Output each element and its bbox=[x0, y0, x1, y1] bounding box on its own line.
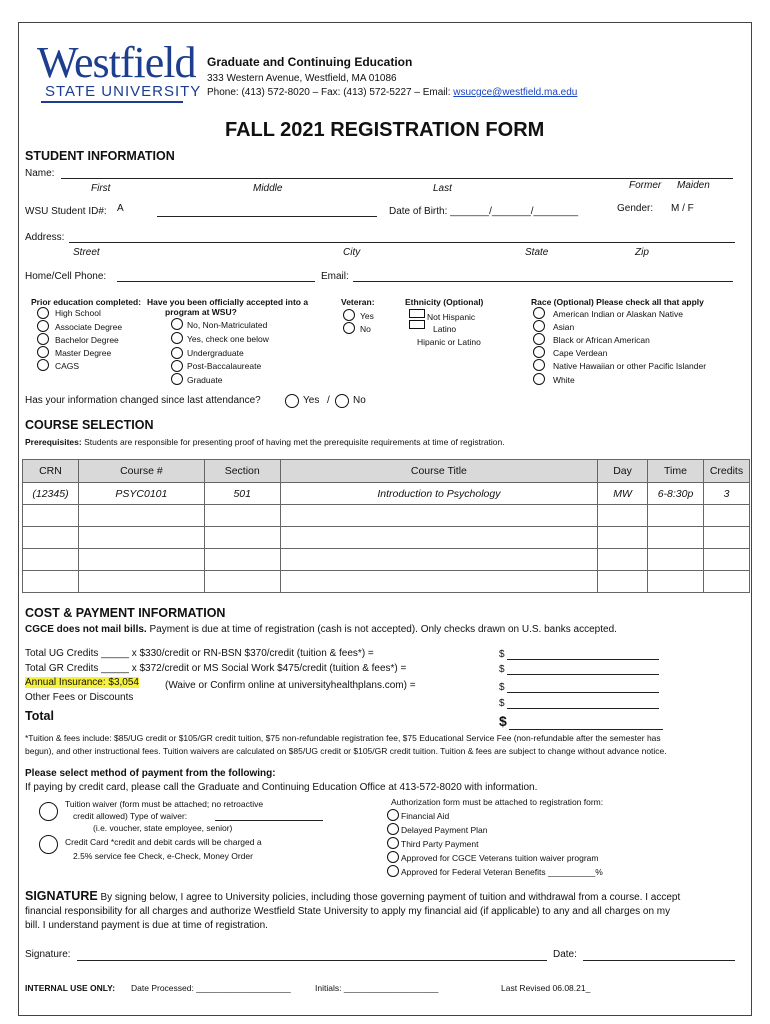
address-line: 333 Western Avenue, Westfield, MA 01086 bbox=[207, 73, 397, 84]
gr-dollar-sign: $ bbox=[499, 664, 505, 675]
tuition-waiver-radio[interactable] bbox=[39, 802, 58, 821]
race-asian-radio[interactable] bbox=[533, 320, 545, 332]
ethnicity-heading: Ethnicity (Optional) bbox=[405, 297, 484, 307]
hispanic-or-text: Hipanic or bbox=[417, 337, 456, 347]
course-table-header bbox=[23, 460, 750, 483]
latino-label: Latino bbox=[433, 324, 457, 334]
veteran-no-radio[interactable] bbox=[343, 322, 355, 334]
cost-heading: COST & PAYMENT INFORMATION bbox=[25, 606, 226, 620]
info-changed-no-label: No bbox=[353, 395, 366, 406]
veteran-benefits-label[interactable]: Approved for Federal Veteran Benefits __________% bbox=[401, 867, 603, 877]
prerequisites-note bbox=[25, 437, 505, 447]
race-white-label: White bbox=[553, 375, 575, 385]
total-amount-field[interactable] bbox=[509, 729, 663, 730]
race-native-american-radio[interactable] bbox=[533, 307, 545, 319]
wsu-id-prefix: A bbox=[117, 203, 124, 214]
middle-name-caption: Middle bbox=[253, 183, 283, 194]
date-label: Date: bbox=[553, 949, 577, 960]
prior-education-heading: Prior education completed: bbox=[31, 297, 142, 307]
credit-card-radio[interactable] bbox=[39, 835, 58, 854]
info-changed-yes-radio[interactable] bbox=[285, 394, 299, 408]
westfield-logo: Westfield bbox=[37, 38, 196, 87]
insurance-waive-note: (Waive or Confirm online at universityhealthplans.com) = bbox=[165, 680, 416, 691]
hispanic-or-latino-label bbox=[417, 337, 481, 347]
name-field[interactable] bbox=[61, 178, 733, 179]
info-changed-question: Has your information changed since last attendance? bbox=[25, 395, 261, 406]
other-fees-label: Other Fees or Discounts bbox=[25, 692, 134, 703]
form-title: FALL 2021 REGISTRATION FORM bbox=[225, 119, 545, 141]
high-school-radio[interactable] bbox=[37, 307, 49, 319]
address-field[interactable] bbox=[69, 242, 735, 243]
logo-subtitle: STATE UNIVERSITY bbox=[45, 83, 202, 100]
race-heading: Race (Optional) Please check all that apply bbox=[531, 297, 704, 307]
table-row[interactable] bbox=[23, 549, 750, 571]
example-crn: (12345) bbox=[23, 483, 79, 505]
example-section: 501 bbox=[204, 483, 280, 505]
accepted-heading-1: Have you been officially accepted into a bbox=[147, 297, 309, 307]
no-bills-notice: CGCE does not mail bills. bbox=[25, 624, 147, 635]
latino-checkbox[interactable] bbox=[409, 320, 425, 329]
address-label: Address: bbox=[25, 232, 65, 243]
student-info-heading: STUDENT INFORMATION bbox=[25, 149, 175, 163]
col-day: Day bbox=[598, 460, 648, 483]
col-time: Time bbox=[648, 460, 704, 483]
street-caption: Street bbox=[73, 247, 100, 258]
gr-credits-line[interactable]: Total GR Credits _____ x $372/credit or MS Social Work $475/credit (tuition & fees*) = bbox=[25, 663, 407, 674]
authorization-note: Authorization form must be attached to registration form: bbox=[391, 797, 604, 807]
accepted-yes-label: Yes, check one below bbox=[187, 334, 269, 344]
cags-radio[interactable] bbox=[37, 359, 49, 371]
fee-footnote-2: begun), and other instructional fees. Tuition waivers are calculated on $85/UG credit or $105/GR credit tuition. Tuition & fees are subject to change without advance notice. bbox=[25, 746, 667, 756]
race-asian-label: Asian bbox=[553, 322, 575, 332]
phone-label: Home/Cell Phone: bbox=[25, 271, 107, 282]
contact-line bbox=[207, 87, 577, 98]
col-course-number: Course # bbox=[78, 460, 204, 483]
undergraduate-radio[interactable] bbox=[171, 347, 183, 359]
veteran-heading: Veteran: bbox=[341, 297, 375, 307]
maiden-caption: Maiden bbox=[677, 180, 710, 191]
post-baccalaureate-radio[interactable] bbox=[171, 360, 183, 372]
associate-degree-label: Associate Degree bbox=[55, 322, 123, 332]
race-cape-verdean-label: Cape Verdean bbox=[553, 348, 608, 358]
payment-method-heading: Please select method of payment from the following: bbox=[25, 768, 276, 779]
col-crn: CRN bbox=[23, 460, 79, 483]
zip-caption: Zip bbox=[635, 247, 649, 258]
signature-text-1: By signing below, I agree to University policies, including those governing payment of tuition and withdrawal from a course. I accept bbox=[97, 892, 681, 903]
credit-card-phone-note: If paying by credit card, please call the Graduate and Continuing Education Office at 413-572-8020 with information. bbox=[25, 782, 538, 793]
annual-insurance-label: Annual Insurance: $3,054 bbox=[25, 677, 139, 688]
master-degree-label: Master Degree bbox=[55, 348, 112, 358]
email-label: Email: bbox=[321, 271, 349, 282]
wsu-id-label: WSU Student ID#: bbox=[25, 206, 107, 217]
ug-credits-line[interactable]: Total UG Credits _____ x $330/credit or RN-BSN $370/credit (tuition & fees*) = bbox=[25, 648, 374, 659]
non-matriculated-radio[interactable] bbox=[171, 318, 183, 330]
course-selection-heading: COURSE SELECTION bbox=[25, 418, 154, 432]
race-black-label: Black or African American bbox=[553, 335, 650, 345]
first-name-caption: First bbox=[91, 183, 111, 194]
date-processed-field: Date Processed: ____________________ bbox=[131, 983, 291, 993]
email-field[interactable] bbox=[353, 281, 733, 282]
tuition-waiver-label-3: (i.e. voucher, state employee, senior) bbox=[93, 823, 233, 833]
signature-field[interactable] bbox=[77, 960, 547, 961]
ug-amount-field[interactable] bbox=[507, 659, 659, 660]
wsu-id-field[interactable] bbox=[157, 216, 377, 217]
veteran-no-label: No bbox=[360, 324, 371, 334]
info-changed-no-radio[interactable] bbox=[335, 394, 349, 408]
state-caption: State bbox=[525, 247, 549, 258]
example-credits: 3 bbox=[703, 483, 749, 505]
master-degree-radio[interactable] bbox=[37, 346, 49, 358]
credit-card-label-1: Credit Card *credit and debit cards will be charged a bbox=[65, 837, 262, 847]
last-name-caption: Last bbox=[433, 183, 452, 194]
last-revised: Last Revised 06.08.21_ bbox=[501, 983, 591, 993]
table-row[interactable] bbox=[23, 571, 750, 593]
associate-degree-radio[interactable] bbox=[37, 320, 49, 332]
total-dollar-sign: $ bbox=[499, 713, 507, 729]
delayed-payment-radio[interactable] bbox=[387, 823, 399, 835]
bachelor-degree-radio[interactable] bbox=[37, 333, 49, 345]
third-party-label: Third Party Payment bbox=[401, 839, 479, 849]
third-party-radio[interactable] bbox=[387, 837, 399, 849]
cags-label: CAGS bbox=[55, 361, 80, 371]
ug-dollar-sign: $ bbox=[499, 649, 505, 660]
race-pacific-islander-radio[interactable] bbox=[533, 359, 545, 371]
signature-date-field[interactable] bbox=[583, 960, 735, 961]
credit-card-label-2: 2.5% service fee Check, e-Check, Money Order bbox=[73, 851, 253, 861]
billing-note bbox=[25, 624, 617, 635]
example-course-title: Introduction to Psychology bbox=[280, 483, 597, 505]
insurance-amount-field[interactable] bbox=[507, 692, 659, 693]
course-table bbox=[22, 459, 750, 593]
former-caption: Former bbox=[629, 180, 662, 191]
prerequisites-label: Prerequisites: bbox=[25, 437, 82, 447]
insurance-dollar-sign: $ bbox=[499, 682, 505, 693]
financial-aid-label: Financial Aid bbox=[401, 811, 450, 821]
tuition-waiver-label-2: credit allowed) Type of waiver: bbox=[73, 811, 188, 821]
veterans-waiver-label: Approved for CGCE Veterans tuition waiver program bbox=[401, 853, 599, 863]
date-of-birth-field[interactable]: Date of Birth: _______/_______/________ bbox=[389, 206, 579, 217]
internal-use-label: INTERNAL USE ONLY: bbox=[25, 983, 116, 993]
table-row[interactable] bbox=[23, 505, 750, 527]
race-black-radio[interactable] bbox=[533, 333, 545, 345]
signature-label: Signature: bbox=[25, 949, 71, 960]
delayed-payment-label: Delayed Payment Plan bbox=[401, 825, 488, 835]
col-credits: Credits bbox=[703, 460, 749, 483]
non-matriculated-label: No, Non-Matriculated bbox=[187, 320, 268, 330]
race-white-radio[interactable] bbox=[533, 373, 545, 385]
table-row bbox=[23, 483, 750, 505]
city-caption: City bbox=[343, 247, 361, 258]
name-label: Name: bbox=[25, 168, 55, 179]
accepted-heading-2: program at WSU? bbox=[165, 307, 237, 317]
not-hispanic-checkbox[interactable] bbox=[409, 309, 425, 318]
race-pacific-islander-label: Native Hawaiian or other Pacific Islander bbox=[553, 361, 707, 371]
graduate-radio[interactable] bbox=[171, 373, 183, 385]
gender-label: Gender: bbox=[617, 203, 654, 214]
col-section: Section bbox=[204, 460, 280, 483]
latino-text: Latino bbox=[457, 337, 481, 347]
phone-field[interactable] bbox=[117, 281, 315, 282]
fee-footnote-1: *Tuition & fees include: $85/UG credit or $105/GR credit tuition, $75 non-refundable registration fee, $75 Educational Service Fee (non-refundable after the semester has bbox=[25, 733, 661, 743]
contact-phone-fax: Phone: (413) 572-8020 – Fax: (413) 572-5227 – Email: bbox=[207, 87, 454, 98]
veteran-yes-radio[interactable] bbox=[343, 309, 355, 321]
email-link[interactable]: wsucgce@westfield.ma.edu bbox=[453, 87, 578, 98]
post-baccalaureate-label: Post-Baccalaureate bbox=[187, 361, 262, 371]
bachelor-degree-label: Bachelor Degree bbox=[55, 335, 119, 345]
financial-aid-radio[interactable] bbox=[387, 809, 399, 821]
gr-amount-field[interactable] bbox=[507, 674, 659, 675]
other-amount-field[interactable] bbox=[507, 708, 659, 709]
registration-form bbox=[18, 22, 752, 1016]
veteran-yes-label: Yes bbox=[360, 311, 374, 321]
signature-heading: SIGNATURE bbox=[25, 889, 98, 903]
initials-field: Initials: ____________________ bbox=[315, 983, 439, 993]
race-native-american-label: American Indian or Alaskan Native bbox=[553, 309, 683, 319]
prerequisites-text: Students are responsible for presenting proof of having met the prerequisite requirements at time of registration. bbox=[81, 437, 505, 447]
graduate-label: Graduate bbox=[187, 375, 223, 385]
race-cape-verdean-radio[interactable] bbox=[533, 346, 545, 358]
example-time: 6-8:30p bbox=[648, 483, 704, 505]
example-course-number: PSYC0101 bbox=[78, 483, 204, 505]
example-day: MW bbox=[598, 483, 648, 505]
waiver-type-field[interactable] bbox=[215, 820, 323, 821]
billing-note-text: Payment is due at time of registration (cash is not accepted). Only checks drawn on U.S. banks accepted. bbox=[146, 624, 617, 635]
signature-statement bbox=[25, 889, 680, 903]
accepted-yes-radio[interactable] bbox=[171, 332, 183, 344]
department-title: Graduate and Continuing Education bbox=[207, 55, 413, 69]
veteran-benefits-radio[interactable] bbox=[387, 865, 399, 877]
not-hispanic-label: Not Hispanic bbox=[427, 312, 476, 322]
total-label: Total bbox=[25, 709, 54, 723]
info-changed-yes-label: Yes bbox=[303, 395, 320, 406]
signature-text-2: financial responsibility for all charges and authorize Westfield State University to apply my financial aid (if applicable) to any and all charges on my bbox=[25, 906, 671, 917]
veterans-waiver-radio[interactable] bbox=[387, 851, 399, 863]
table-row[interactable] bbox=[23, 527, 750, 549]
high-school-label: High School bbox=[55, 308, 101, 318]
gender-options[interactable]: M / F bbox=[671, 203, 694, 214]
undergraduate-label: Undergraduate bbox=[187, 348, 244, 358]
logo-divider bbox=[41, 101, 183, 103]
signature-text-3: bill. I understand payment is due at time of registration. bbox=[25, 920, 268, 931]
info-changed-slash: / bbox=[327, 395, 330, 406]
tuition-waiver-label-1: Tuition waiver (form must be attached; no retroactive bbox=[65, 799, 264, 809]
col-course-title: Course Title bbox=[280, 460, 597, 483]
other-dollar-sign: $ bbox=[499, 698, 505, 709]
